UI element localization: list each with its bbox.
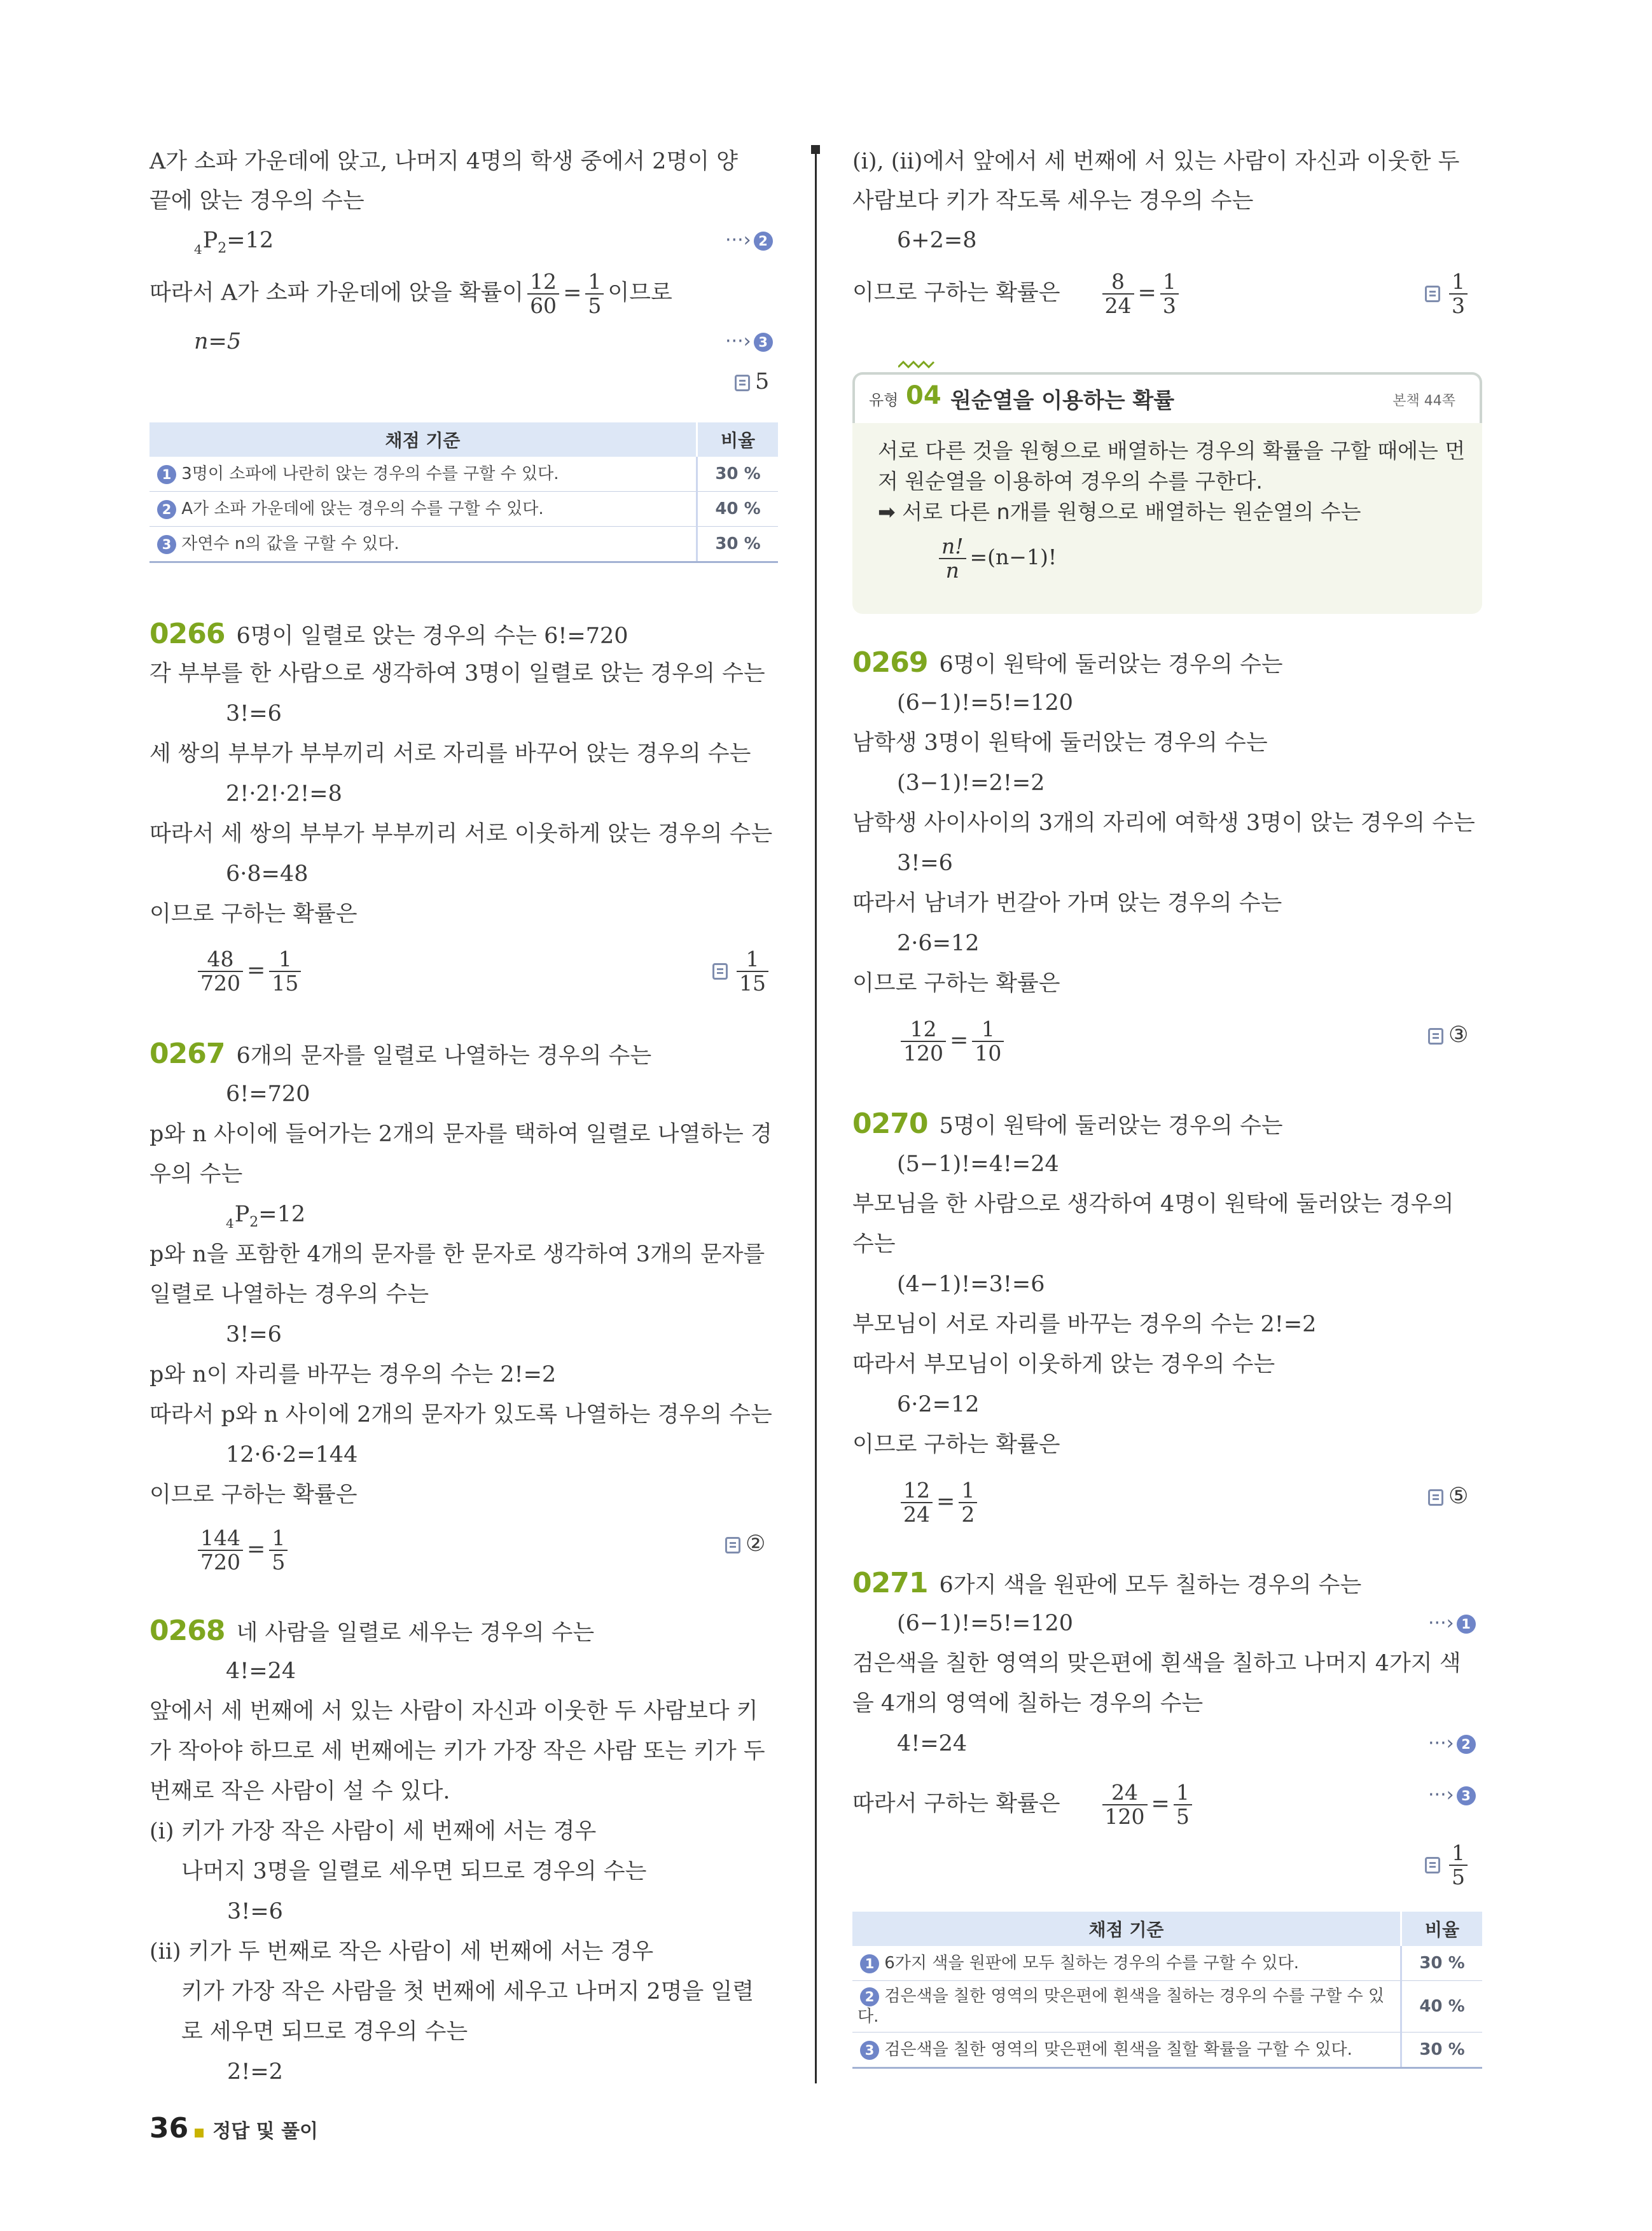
fraction: $\frac{144}{720}$ — [198, 1527, 243, 1574]
math-line: (3−1)!=2!=2 — [897, 770, 1045, 796]
text-line: 로 세우면 되므로 경우의 수는 — [181, 2019, 468, 2045]
fraction: $\frac{48}{720}$ — [198, 948, 243, 995]
type-number: 04 — [906, 381, 941, 410]
table-row: 3 자연수 n의 값을 구할 수 있다. 30 % — [149, 527, 778, 562]
fraction: $\frac{1}{10}$ — [972, 1018, 1004, 1065]
math-line: 2!=2 — [227, 2059, 283, 2085]
text-line: 우의 수는 — [149, 1162, 243, 1187]
problem-0267: 0267 6개의 문자를 일렬로 나열하는 경우의 수는 — [149, 1038, 652, 1070]
text-line: 앞에서 세 번째에 서 있는 사람이 자신과 이웃한 두 사람보다 키 — [149, 1699, 758, 1724]
math-line: 6·2=12 — [897, 1392, 980, 1417]
problem-number: 0268 — [149, 1615, 225, 1647]
answer-icon — [725, 1537, 740, 1553]
fraction: $\frac{1}{3}$ — [1160, 270, 1179, 317]
column-divider — [815, 146, 817, 2083]
fraction: $\frac{12}{24}$ — [901, 1479, 933, 1526]
fraction: $\frac{12}{60}$ — [527, 270, 559, 317]
text-line: 각 부부를 한 사람으로 생각하여 3명이 일렬로 앉는 경우의 수는 — [149, 661, 765, 686]
table-header: 비율 — [697, 422, 779, 457]
text-line: 을 4개의 영역에 칠하는 경우의 수는 — [852, 1691, 1204, 1716]
text-line: ➡ 서로 다른 n개를 원형으로 배열하는 원순열의 수는 — [878, 499, 1361, 524]
page-number: 36 — [149, 2112, 189, 2144]
text-line: 이므로 구하는 확률은 — [149, 901, 357, 927]
math-line: 3!=6 — [227, 1899, 283, 1924]
text-line: 이므로 구하는 확률은 $\frac{8}{24}$ = $\frac{1}{3}$ — [852, 270, 1183, 317]
math-line: 2·6=12 — [897, 931, 980, 956]
answer: $\frac{1}{15}$ — [712, 948, 772, 995]
math-line: $\frac{12}{24}$ = $\frac{1}{2}$ — [897, 1479, 981, 1526]
step-marker: ···› 1 — [1428, 1609, 1476, 1637]
footer-label: 정답 및 풀이 — [212, 2120, 319, 2143]
text-line: 따라서 부모님이 이웃하게 앉는 경우의 수는 — [852, 1352, 1275, 1377]
problem-number: 0266 — [149, 618, 225, 650]
problem-0269: 0269 6명이 원탁에 둘러앉는 경우의 수는 — [852, 646, 1283, 679]
step-2-badge: 2 — [1457, 1735, 1476, 1754]
math-line: 2!·2!·2!=8 — [226, 781, 342, 807]
answer: $\frac{1}{5}$ — [1425, 1842, 1471, 1889]
text-line: 남학생 사이사이의 3개의 자리에 여학생 3명이 앉는 경우의 수는 — [852, 810, 1475, 836]
answer: ③ — [1428, 1021, 1468, 1049]
table-row: 1 6가지 색을 원판에 모두 칠하는 경우의 수를 구할 수 있다. 30 % — [852, 1946, 1482, 1981]
column-divider-cap — [811, 145, 820, 154]
scoring-table — [149, 422, 778, 563]
type-reference: 본책 44쪽 — [1392, 393, 1455, 409]
table-row: 2 A가 소파 가운데에 앉는 경우의 수를 구할 수 있다. 40 % — [149, 492, 778, 527]
math-line: 4!=24 — [897, 1731, 968, 1756]
problem-number: 0271 — [852, 1567, 928, 1599]
text-line: 부모님이 서로 자리를 바꾸는 경우의 수는 2!=2 — [852, 1312, 1317, 1337]
answer-icon — [712, 963, 728, 980]
step-3-badge: 3 — [754, 333, 773, 352]
problem-number: 0269 — [852, 646, 928, 679]
text-line: 사람보다 키가 작도록 세우는 경우의 수는 — [852, 188, 1254, 214]
text-line: 서로 다른 것을 원형으로 배열하는 경우의 확률을 구할 때에는 먼 — [878, 438, 1466, 463]
text-line: p와 n을 포함한 4개의 문자를 한 문자로 생각하여 3개의 문자를 — [149, 1242, 765, 1267]
problem-number: 0267 — [149, 1038, 225, 1070]
math-line: n=5 — [194, 329, 242, 354]
math-line: $_4P_2=12$ — [226, 1202, 306, 1231]
fraction: $\frac{8}{24}$ — [1102, 270, 1134, 317]
text-line: 따라서 남녀가 번갈아 가며 앉는 경우의 수는 — [852, 891, 1282, 916]
text-line: A가 소파 가운데에 앉고, 나머지 4명의 학생 중에서 2명이 양 — [149, 149, 738, 174]
text-line: 수는 — [852, 1232, 896, 1257]
answer-icon — [1428, 1489, 1443, 1506]
answer: ⑤ — [1428, 1482, 1468, 1510]
type-box-body — [852, 423, 1482, 614]
type-title: 원순열을 이용하는 확률 — [950, 388, 1175, 414]
math-line: 6!=720 — [226, 1081, 310, 1107]
answer-icon — [1425, 286, 1440, 302]
table-row: 3 검은색을 칠한 영역의 맞은편에 흰색을 칠할 확률을 구할 수 있다. 30 % — [852, 2033, 1482, 2068]
table-row: 2 검은색을 칠한 영역의 맞은편에 흰색을 칠하는 경우의 수를 구할 수 있다. 40 % — [852, 1981, 1482, 2033]
text-line: 남학생 3명이 원탁에 둘러앉는 경우의 수는 — [852, 730, 1268, 756]
fraction: $\frac{24}{120}$ — [1102, 1781, 1148, 1828]
problem-number: 0270 — [852, 1108, 928, 1140]
problem-0271: 0271 6가지 색을 원판에 모두 칠하는 경우의 수는 — [852, 1567, 1362, 1599]
text-line: 끝에 앉는 경우의 수는 — [149, 188, 364, 214]
step-2-badge: 2 — [754, 232, 773, 251]
text-line: 저 원순열을 이용하여 경우의 수를 구한다. — [878, 469, 1263, 494]
step-3-badge: 3 — [1457, 1786, 1476, 1805]
math-line: (5−1)!=4!=24 — [897, 1151, 1059, 1177]
text-line: 이므로 구하는 확률은 — [149, 1482, 357, 1508]
math-line: 6+2=8 — [897, 228, 977, 253]
math-line: 3!=6 — [226, 701, 282, 726]
math-line: 3!=6 — [226, 1322, 282, 1347]
text-line: 검은색을 칠한 영역의 맞은편에 흰색을 칠하고 나머지 4가지 색 — [852, 1651, 1461, 1676]
type-label: 유형 — [869, 391, 899, 409]
answer: $\frac{1}{3}$ — [1425, 270, 1471, 317]
text-line: 나머지 3명을 일렬로 세우면 되므로 경우의 수는 — [181, 1859, 647, 1884]
footer-square-icon — [195, 2129, 204, 2137]
scoring-table — [852, 1912, 1482, 2069]
text-line: 따라서 구하는 확률은 $\frac{24}{120}$ = $\frac{1}{5}$ — [852, 1781, 1196, 1828]
math-line: $\frac{144}{720}$ = $\frac{1}{5}$ — [194, 1527, 291, 1574]
text-line: p와 n이 자리를 바꾸는 경우의 수는 2!=2 — [149, 1362, 557, 1387]
fraction: $\frac{12}{120}$ — [901, 1018, 946, 1065]
step-marker: ···› 3 — [725, 328, 773, 356]
table-header: 채점 기준 — [149, 422, 697, 457]
fraction: $\frac{1}{5}$ — [1174, 1781, 1192, 1828]
math-line: 3!=6 — [897, 851, 953, 876]
answer: 5 — [735, 368, 769, 396]
text-line: 가 작아야 하므로 세 번째에는 키가 가장 작은 사람 또는 키가 두 — [149, 1739, 765, 1764]
answer: ② — [725, 1530, 765, 1558]
fraction: $\frac{1}{5}$ — [585, 270, 604, 317]
text-line: 키가 가장 작은 사람을 첫 번째에 세우고 나머지 2명을 일렬 — [181, 1979, 754, 2005]
text-line: 따라서 p와 n 사이에 2개의 문자가 있도록 나열하는 경우의 수는 — [149, 1402, 772, 1428]
formula: $\frac{n!}{n}$ =(n−1)! — [935, 535, 1057, 582]
text-line: 이므로 구하는 확률은 — [852, 1432, 1060, 1457]
step-marker: ···› 2 — [1428, 1730, 1476, 1758]
text-line: p와 n 사이에 들어가는 2개의 문자를 택하여 일렬로 나열하는 경 — [149, 1122, 772, 1147]
text-line: (i) 키가 가장 작은 사람이 세 번째에 서는 경우 — [149, 1819, 597, 1844]
text-line: 따라서 A가 소파 가운데에 앉을 확률이 $\frac{12}{60}$ = $\frac{1}{5}$ 이므로 — [149, 269, 672, 318]
step-marker: ···› 3 — [1428, 1781, 1476, 1809]
text-line: 세 쌍의 부부가 부부끼리 서로 자리를 바꾸어 앉는 경우의 수는 — [149, 741, 751, 767]
page-footer — [149, 2112, 318, 2144]
math-line: $\frac{12}{120}$ = $\frac{1}{10}$ — [897, 1018, 1008, 1065]
text-line: 부모님을 한 사람으로 생각하여 4명이 원탁에 둘러앉는 경우의 — [852, 1192, 1454, 1217]
fraction: $\frac{1}{15}$ — [269, 948, 301, 995]
type-box — [852, 372, 1482, 617]
zigzag-decoration — [898, 358, 936, 371]
step-1-badge: 1 — [1457, 1615, 1476, 1634]
answer-icon — [735, 375, 750, 391]
math-line: $_4P_2=12$ — [194, 228, 274, 257]
math-line: 4!=24 — [226, 1658, 296, 1684]
problem-0268: 0268 네 사람을 일렬로 세우는 경우의 수는 — [149, 1615, 595, 1647]
math-line: (4−1)!=3!=6 — [897, 1272, 1045, 1297]
math-line: (6−1)!=5!=120 — [897, 690, 1074, 716]
type-box-header — [852, 372, 1482, 423]
problem-0266: 0266 6명이 일렬로 앉는 경우의 수는 6!=720 — [149, 618, 628, 650]
fraction: $\frac{1}{2}$ — [959, 1479, 977, 1526]
math-line: 6·8=48 — [226, 861, 309, 887]
text-line: (i), (ii)에서 앞에서 세 번째에 서 있는 사람이 자신과 이웃한 두 — [852, 149, 1460, 174]
table-header: 채점 기준 — [852, 1912, 1401, 1946]
text-line: (ii) 키가 두 번째로 작은 사람이 세 번째에 서는 경우 — [149, 1939, 654, 1964]
table-row: 1 3명이 소파에 나란히 앉는 경우의 수를 구할 수 있다. 30 % — [149, 457, 778, 492]
step-marker: ···› 2 — [725, 226, 773, 254]
math-line: $\frac{48}{720}$ = $\frac{1}{15}$ — [194, 948, 305, 995]
text-line: 따라서 세 쌍의 부부가 부부끼리 서로 이웃하게 앉는 경우의 수는 — [149, 821, 773, 847]
math-line: 12·6·2=144 — [226, 1442, 358, 1468]
math-line: (6−1)!=5!=120 — [897, 1611, 1074, 1636]
fraction: $\frac{1}{5}$ — [269, 1527, 288, 1574]
text-line: 일렬로 나열하는 경우의 수는 — [149, 1282, 429, 1307]
problem-0270: 0270 5명이 원탁에 둘러앉는 경우의 수는 — [852, 1108, 1283, 1140]
text-line: 번째로 작은 사람이 설 수 있다. — [149, 1779, 450, 1804]
table-header: 비율 — [1401, 1912, 1483, 1946]
answer-icon — [1425, 1857, 1440, 1873]
text-line: 이므로 구하는 확률은 — [852, 971, 1060, 996]
answer-icon — [1428, 1028, 1443, 1045]
